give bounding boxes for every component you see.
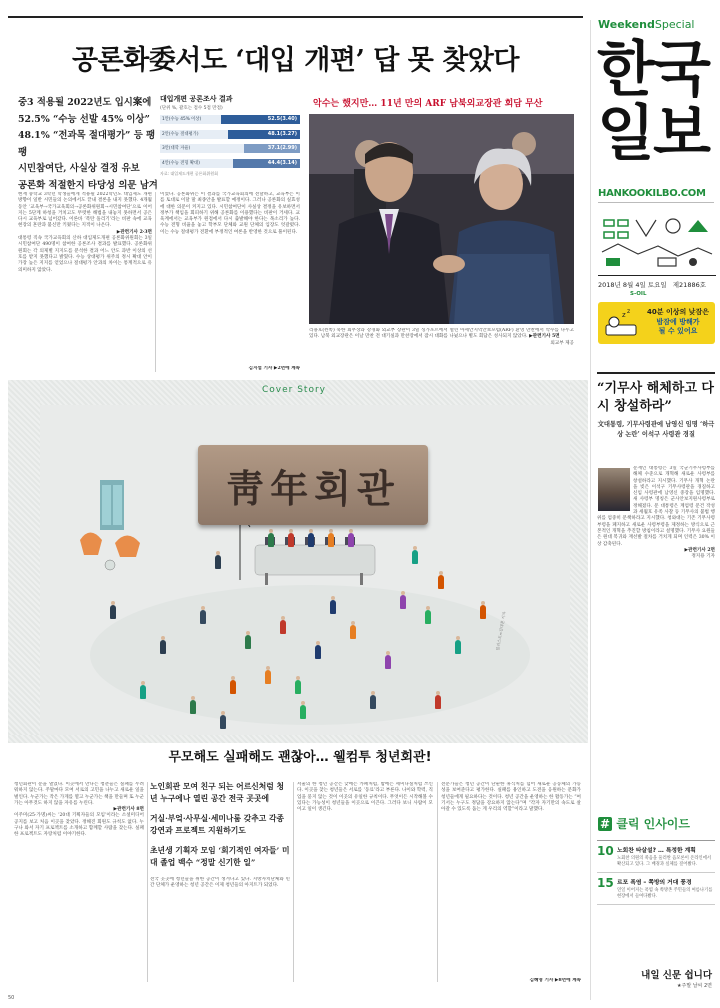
subheadline: [18, 95, 158, 194]
masthead-line-1: 한국: [597, 35, 709, 105]
subhead-line-5: 공론화 적절한지 타당성 의문 남겨: [18, 179, 158, 191]
right-story-ref: ▶관련기사 2면: [684, 547, 715, 553]
person-figure: [330, 600, 336, 614]
insight-item[interactable]: [597, 841, 715, 873]
ad-line-3: 될 수 있어요: [658, 327, 698, 335]
person-figure: [350, 625, 356, 639]
person-figure: [455, 640, 461, 654]
right-story-body: [597, 466, 715, 811]
cover-story-label: Cover Story: [262, 385, 326, 395]
person-figure: [308, 533, 314, 547]
top-col1-ref: ▶관련기사 2·3면: [116, 229, 152, 235]
column-divider: [293, 782, 294, 982]
bottom-col4-para: 전문가들은 청년 공간이 단순한 휴식처를 넘어 새로운 공동체의 가능성을 보여준다고 평가한다. 실패를 용인하고 도전을 응원하는 문화가 청년들에게 필요하다는 것이다. 청년 공간을 운영하는 한 활동가는 “여기서는 누구도 정답을 강요하지 않는다”며 “각자 자기만의 속도로 살아갈 수 있도록 돕는 게 우리의 역할”이라고 말했다.: [441, 782, 581, 813]
top-col2-para: 이었다. 공론화위는 이 결과를 국가교육회의에 전달하고, 교육부는 이를 토대로 이달 말 최종안을 발표할 예정이다. 그러나 공론화의 실효성에 대한 의문이 커지고 있다. 시민참여단이 사실상 결정을 유보하면서 정부가 책임을 회피하기 위해 공론화를 이용했다는 비판이 거세다. 교육계에서는 교육부가 원점에서 다시 출발해야 한다는 목소리가 높다. 수능 전형 비율을 놓고 학부모 단체와 교원 단체의 입장도 엇갈렸다. 이는 수능 절대평가 전환에 부정적인 여론을 반영한 것으로 풀이된다.: [160, 192, 300, 235]
person-figure: [265, 670, 271, 684]
column-divider: [155, 192, 156, 372]
person-figure: [295, 680, 301, 694]
site-url[interactable]: HANKOOKILBO.COM: [598, 188, 714, 203]
news-photo-arf: [309, 114, 574, 324]
bottom-col1-para-2: 이주미(25·가명)씨는 ‘20대 기획자들의 모임’이라는 소셜미디어 공지를 보고 처음 이곳을 찾았다. 정해진 회원도 규칙도 없다. 누구나 와서 자기 프로젝트를 소개하고 함께할 사람을 찾는다. 실패한 프로젝트도 자랑처럼 이야기한다.: [14, 813, 144, 838]
person-figure: [200, 610, 206, 624]
sleeping-person-icon: [604, 307, 638, 339]
bottom-article-col-4: [441, 782, 581, 977]
bottom-col1-ref: ▶관련기사 8면: [113, 807, 144, 813]
weekend-special-label: [598, 18, 695, 31]
poll-row-label: 1안(수능 45% 이상): [160, 115, 300, 124]
person-figure: [230, 680, 236, 694]
ad-line-1: 40분 이상의 낮잠은: [647, 308, 709, 316]
top-article-col-2: [160, 192, 300, 367]
tomorrow-notice: 내일 신문 쉽니다: [641, 970, 712, 981]
insight-page-number: 10: [597, 844, 614, 858]
poll-row: [160, 113, 300, 126]
person-figure: [400, 595, 406, 609]
weekend-label: Weekend: [598, 18, 655, 31]
photo-caption-text: 리용호(왼쪽) 북한 외무상과 강경화 외교부 장관이 3일 싱가포르에서 열린 아세안지역안보포럼(ARF) 환영 만찬에서 악수를 나누고 있다. 남북 외교장관은 이날 만찬 전 대기실과 만찬장에서 잠시 대화를 나눴으나 별도 회담은 성사되지 않았다.: [309, 328, 574, 340]
person-figure: [328, 533, 334, 547]
person-figure: [268, 533, 274, 547]
insight-page-number: 15: [597, 876, 614, 890]
person-figure: [245, 635, 251, 649]
sponsor-label: S-OIL: [630, 291, 647, 297]
poll-result-box: [160, 94, 300, 184]
youth-center-sign-text: 靑年회관: [226, 466, 400, 511]
person-figure: [160, 640, 166, 654]
svg-text:z: z: [627, 308, 631, 315]
special-label: Special: [654, 18, 695, 31]
bottom-article-col-1: [14, 782, 144, 992]
dateline: [598, 275, 716, 289]
page-number: 50: [8, 995, 15, 1001]
pull-quote-3: 초년생 기획자 모임 ‘회기적인 여자들’ 미대 졸업 백수 “정말 신기한 일”: [150, 846, 290, 867]
cover-frame-right: [570, 380, 588, 740]
person-figure: [300, 705, 306, 719]
person-figure: [280, 620, 286, 634]
photo-title: 악수는 했지만… 11년 만의 ARF 남북외교장관 회담 무산: [313, 99, 543, 109]
poll-bar: 44.4(3.14): [233, 159, 300, 168]
poll-row: [160, 157, 300, 170]
subhead-line-3: 48.1% “전과목 절대평가” 등 팽팽: [18, 130, 156, 158]
photo-ref: ▶관련기사 5면: [529, 334, 560, 340]
cover-frame-bottom: [8, 735, 588, 743]
photo-float-spacer: [597, 466, 633, 514]
masthead-line-2: 일보: [597, 99, 709, 169]
bottom-pull-quotes: [150, 781, 290, 937]
top-article-col-1: [18, 192, 152, 372]
poll-row: [160, 142, 300, 155]
bottom-article-col-3: [297, 782, 433, 987]
top-col1-para-2: 대통령 직속 국가교육회의 산하 대입제도개편 공론화위원회는 3일 시민참여단 490명이 참여한 공론조사 결과를 발표했다. 공론화위원회는 각 의제별 지지도를 분석한 결과 어느 안도 과반 이상의 선호를 받지 못했다고 밝혔다. 수능 상대평가 위주의 정시 확대 안이 가장 높은 지지를 얻었으나 절대평가 안과의 차이는 통계적으로 유의미하지 않았다.: [18, 236, 152, 273]
poll-title: 대입개편 공론조사 결과: [160, 95, 233, 103]
person-figure: [315, 645, 321, 659]
right-column-divider: [590, 20, 591, 1000]
poll-row-label: 3안(대학 자율): [160, 144, 300, 153]
sponsor-ad-box[interactable]: [598, 302, 715, 344]
poll-bar: 52.5(3.40): [221, 115, 300, 124]
photo-credit: 외교부 제공: [550, 340, 574, 346]
person-figure: [348, 533, 354, 547]
right-story-headline: “기무사 해체하고 다시 창설하라”: [597, 381, 714, 414]
main-headline: 공론화委서도 ‘대입 개편’ 답 못 찾았다: [72, 45, 519, 76]
person-figure: [438, 575, 444, 589]
top-col2-ref: 김지섭 기자 ▶2면에 계속: [248, 366, 300, 371]
photo-caption: [309, 328, 574, 347]
poll-row-label: 2안(수능 절대평가): [160, 130, 300, 139]
top-col1-para: 현재 중학교 3학년 학생들에게 적용될 2022학년도 대입제도 개편 방향이 일반 시민들의 논의에서도 끝내 결론을 내지 못했다. 4개월 동안 ‘교육부→국가교육회의→공론화위원회→시민참여단’으로 이어지는 5단계 하청을 거치고도 뚜렷한 해법을 내놓지 못하면서 공은 다시 교육부로 넘어갔다. 이른바 ‘폭탄 돌리기’라는 비판 속에 교육 현장의 혼란과 불신만 키웠다는 지적이 나온다.: [18, 192, 152, 229]
person-figure: [215, 555, 221, 569]
poll-bar: 48.1(3.27): [228, 130, 300, 139]
person-figure: [412, 550, 418, 564]
right-story-subtitle: 文대통령, 기무사령관에 남영신 임명 ‘하극상 논란’ 이석구 사령관 경질: [597, 421, 715, 438]
masthead-illustration-icon: [598, 212, 715, 270]
subhead-line-1: 중3 적용될 2022년도 입시案에: [18, 97, 152, 108]
person-figure: [435, 695, 441, 709]
insight-title: 노회찬 타살설? … 특정한 계획: [617, 848, 696, 854]
insight-desc: 노회찬 의원의 죽음을 둘러싼 음모론이 온라인에서 확산되고 있다. 그 배경과 실체를 짚어봤다.: [617, 856, 711, 867]
pull-quote-2: 거실·부엌·사무실·세미나룸 갖추고 각종 강연과 프로젝트 지원하기도: [150, 814, 285, 835]
click-inside-logo: [598, 815, 690, 832]
bottom-col4-ref: 김혜영 기자 ▶8면에 계속: [529, 978, 581, 983]
insight-hash: #: [600, 817, 611, 831]
person-figure: [140, 685, 146, 699]
top-rule: [8, 16, 583, 18]
sponsor-ad-text: [645, 308, 711, 337]
cover-caption: 무모해도 실패해도 괜찮아… 웰컴투 청년회관!: [168, 750, 432, 765]
subhead-line-2: 52.5% “수능 선발 45% 이상”: [18, 113, 150, 125]
poll-source: 자료: 대입제도개편 공론화위원회: [160, 171, 218, 176]
insight-title: 르포 폭염 – 쪽방의 거대 풍경: [617, 880, 692, 886]
svg-text:z: z: [622, 311, 626, 319]
person-figure: [425, 610, 431, 624]
person-figure: [190, 700, 196, 714]
cover-frame-left: [8, 380, 40, 740]
person-figure: [110, 605, 116, 619]
tomorrow-sub: ★주말 날씨 2면: [677, 983, 712, 989]
illustration-credit: 일러스트=김대훈 기자: [495, 611, 507, 651]
insight-logo-text: 클릭 인사이드: [616, 817, 690, 831]
poll-row: [160, 128, 300, 141]
person-figure: [220, 715, 226, 729]
insight-desc: 연일 이어지는 폭염 속 쪽방촌 주민들의 여름나기를 현장에서 들여다봤다.: [617, 888, 713, 899]
right-story-text: 문재인 대통령은 3일 국군기무사령부를 해체 수준으로 개혁해 새로운 사령부를 창설하라고 지시했다. 기무사 개혁 논란을 빚은 이석구 기무사령관을 경질하고 신임 사령관에 남영신 중장을 임명했다. 새 사령부 명칭은 군사안보지원사령부로 정해졌다. 문 대통령은 계엄령 문건 작성과 세월호 유족 사찰 등 기무사의 불법 행위를 엄중히 문책하라고 지시했다. 청와대는 기존 기무사령부령을 폐지하고 새로운 사령부령을 제정하는 방식으로 근본적인 개혁을 추진할 방침이라고 설명했다. 기무사 요원들은 원대 복귀와 재선발 절차를 거치게 되며 인력은 30% 이상 감축된다.: [597, 466, 715, 547]
poll-bar: 37.1(2.99): [244, 144, 300, 153]
person-figure: [385, 655, 391, 669]
bottom-col3-para: 서울의 한 청년 공간은 낮에는 카페처럼, 밤에는 세미나실처럼 쓰인다. 이곳을 찾는 청년들은 서로를 ‘동료’라고 부른다. 나이와 학력, 직업을 묻지 않는 것이 이곳의 유일한 규칙이다. 무엇이든 시작해볼 수 있다는 가능성이 청년들을 이곳으로 이끈다. 그러다 보니 사람이 모이고 일이 생긴다.: [297, 782, 433, 813]
pull-quote-1: 노인회관 모여 친구 되는 어르신처럼 청년 누구에나 열린 공간 전국 곳곳에: [150, 782, 285, 803]
issue-date: 2018년 8월 4일 토요일: [598, 281, 667, 289]
person-figure: [480, 605, 486, 619]
ad-line-2: 밤잠에 방해가: [656, 317, 700, 326]
poll-rows: [160, 113, 300, 169]
right-story-byline: 정지용 기자: [691, 554, 715, 560]
insight-list: [597, 840, 715, 905]
bottom-mid-text: 전국 곳곳에 청년들을 위한 공간이 생겨나고 있다. 지방자치단체와 민간 단체가 운영하는 청년 공간은 이제 청년들의 아지트가 되었다.: [150, 877, 290, 889]
right-rule: [597, 372, 715, 374]
issue-number: 제21886호: [672, 281, 707, 289]
insight-item[interactable]: [597, 873, 715, 905]
photo-illustration: [309, 114, 574, 324]
poll-subtitle: (단위 %, 괄호는 점수 5점 만점): [160, 106, 223, 111]
person-figure: [370, 695, 376, 709]
subhead-line-4: 시민참여단, 사실상 결정 유보: [18, 163, 140, 174]
person-figure: [288, 533, 294, 547]
column-divider: [147, 782, 148, 982]
masthead-logo: [597, 35, 715, 169]
column-divider: [437, 782, 438, 982]
bottom-col1-para: 청년회관이 문을 열었다. 이곳에서 만나는 청춘들은 실패를 두려워하지 않는다. 주말마다 모여 서로의 고민을 나누고 새로운 일을 벌인다. 누군가는 작은 가게를 열고 누군가는 책을 만들며 또 누군가는 아무것도 하지 않을 자유를 누린다.: [14, 782, 144, 806]
poll-row-label: 4안(수능 전형 확대): [160, 159, 300, 168]
